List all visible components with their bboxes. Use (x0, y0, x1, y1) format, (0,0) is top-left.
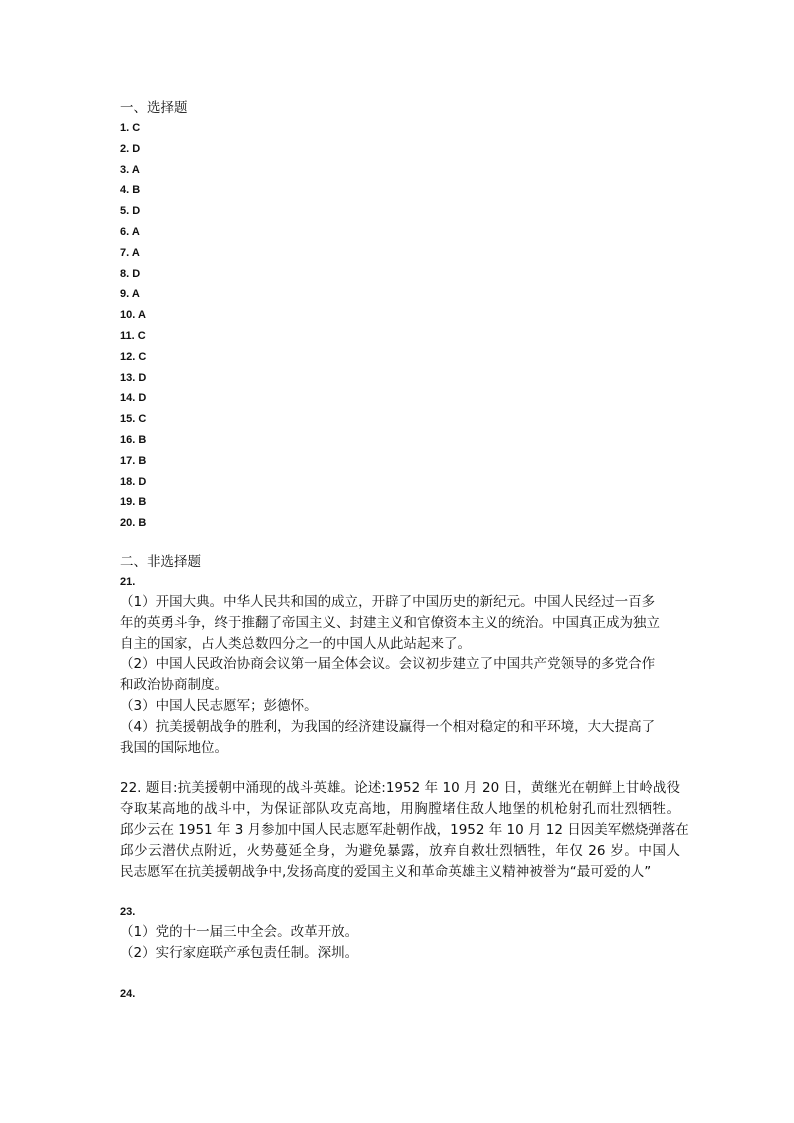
answer-item: 14. D (120, 392, 147, 405)
answer-line: 22. 题目:抗美援朝中涌现的战斗英雄。论述:1952 年 10 月 20 日，黄继光在朝鲜上甘岭战役 (120, 780, 680, 797)
answer-item: 13. D (120, 371, 147, 384)
answer-item: 12. C (120, 350, 147, 363)
question-21-number: 21. (120, 575, 136, 588)
answer-item: 16. B (120, 433, 147, 446)
question-24-number: 24. (120, 987, 136, 1000)
answer-item: 5. D (120, 205, 141, 218)
answer-item: 15. C (120, 413, 147, 426)
question-22-answer (120, 778, 689, 882)
answer-item: 17. B (120, 454, 147, 467)
answer-line: 和政治协商制度。 (120, 677, 228, 694)
section-heading-non-multiple-choice: 二、非选择题 (120, 553, 201, 570)
answer-item: 20. B (120, 517, 147, 530)
spacer (120, 882, 680, 902)
answer-item: 1. C (120, 122, 141, 134)
answer-line: 邱少云潜伏点附近，火势蔓延全身，为避免暴露，放弃自救壮烈牺牲，年仅 26 岁。中国人 (120, 842, 680, 859)
answer-item: 8. D (120, 267, 141, 280)
answer-item: 9. A (120, 288, 140, 301)
answer-line: 民志愿军在抗美援朝战争中,发扬高度的爱国主义和革命英雄主义精神被誉为“最可爱的人” (120, 863, 652, 880)
answer-item: 18. D (120, 475, 147, 488)
answer-line: （1）党的十一届三中全会。改革开放。 (120, 924, 359, 941)
answer-line: （1）开国大典。中华人民共和国的成立，开辟了中国历史的新纪元。中国人民经过一百多 (120, 593, 656, 610)
answer-line: （4）抗美援朝战争的胜利，为我国的经济建设赢得一个相对稳定的和平环境，大大提高了 (120, 718, 656, 735)
answer-key-page (120, 98, 689, 1004)
answer-item: 2. D (120, 142, 141, 155)
question-23-number: 23. (120, 906, 136, 919)
answer-line: 我国的国际地位。 (120, 739, 228, 756)
answer-line: （2）中国人民政治协商会议第一届全体会议。会议初步建立了中国共产党领导的多党合作 (120, 656, 656, 673)
question-23-answer (120, 922, 680, 964)
answer-line: 自主的国家，占人类总数四分之一的中国人从此站起来了。 (120, 635, 471, 652)
answer-item: 4. B (120, 184, 141, 197)
answer-item: 19. B (120, 496, 147, 509)
answer-line: （2）实行家庭联产承包责任制。深圳。 (120, 945, 359, 962)
spacer (120, 758, 680, 778)
answer-line: 邱少云在 1951 年 3 月参加中国人民志愿军赴朝作战，1952 年 10 月 12 日因美军燃烧弹落在 (120, 821, 689, 838)
spacer (120, 964, 680, 984)
answer-line: （3）中国人民志愿军；彭德怀。 (120, 697, 318, 714)
answer-item: 3. A (120, 163, 140, 176)
answer-item: 11. C (120, 329, 146, 342)
answer-line: 年的英勇斗争，终于推翻了帝国主义、封建主义和官僚资本主义的统治。中国真正成为独立 (120, 614, 660, 631)
section-heading-multiple-choice: 一、选择题 (120, 100, 188, 116)
spacer (120, 534, 680, 552)
multiple-choice-answer-list (120, 118, 680, 534)
question-21-answer (120, 592, 680, 758)
answer-item: 6. A (120, 225, 140, 238)
answer-item: 7. A (120, 246, 140, 259)
answer-item: 10. A (120, 309, 146, 322)
answer-line: 夺取某高地的战斗中，为保证部队攻克高地，用胸膛堵住敌人地堡的机枪射孔而壮烈牺牲。 (120, 801, 680, 818)
